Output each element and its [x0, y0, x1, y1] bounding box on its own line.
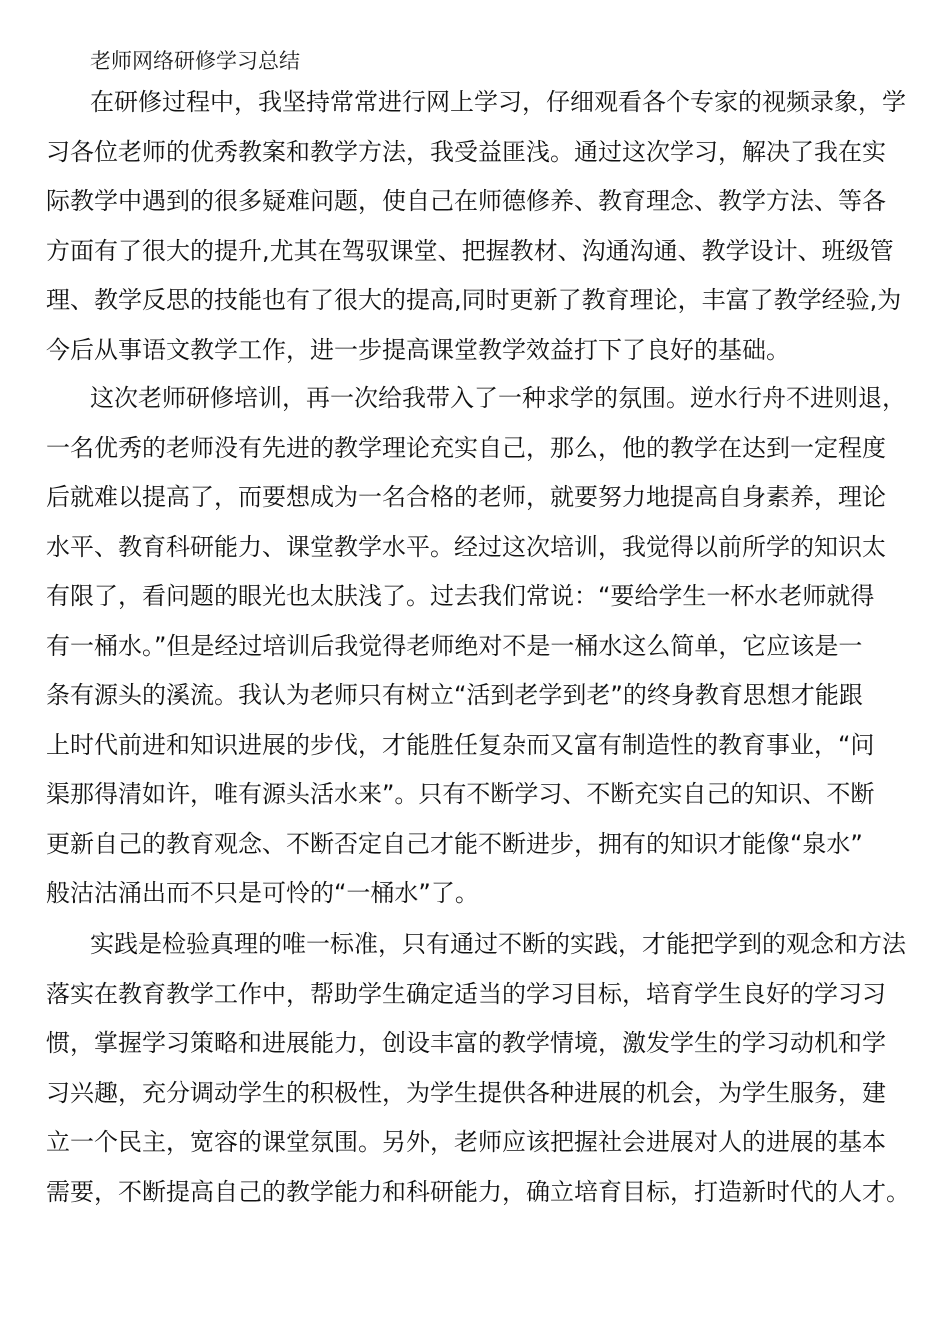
document-title: 老师网络研修学习总结: [90, 49, 300, 73]
paragraph-2: [46, 374, 904, 919]
paragraph-line: 际教学中遇到的很多疑难问题，使自己在师德修养、教育理念、教学方法、等各: [46, 187, 886, 215]
paragraph-line: 需要，不断提高自己的教学能力和科研能力，确立培育目标，打造新时代的人才。: [46, 1177, 910, 1206]
paragraph-line: 实践是检验真理的唯一标准，只有通过不断的实践，才能把学到的观念和方法: [90, 930, 906, 958]
paragraph-line: 一名优秀的老师没有先进的教学理论充实自己，那么，他的教学在达到一定程度: [46, 433, 886, 462]
paragraph-line: 有限了，看问题的眼光也太肤浅了。过去我们常说：“要给学生一杯水老师就得: [46, 582, 875, 610]
paragraph-line: 惯，掌握学习策略和进展能力，创设丰富的教学情境，激发学生的学习动机和学: [46, 1029, 886, 1057]
paragraph-line: 方面有了很大的提升,尤其在驾驭课堂、把握教材、沟通沟通、教学设计、班级管: [46, 236, 894, 265]
paragraph-line: 今后从事语文教学工作，进一步提高课堂教学效益打下了良好的基础。: [46, 335, 790, 364]
paragraph-line: 渠那得清如许，唯有源头活水来”。只有不断学习、不断充实自己的知识、不断: [46, 780, 875, 808]
paragraph-line: 立一个民主，宽容的课堂氛围。另外，老师应该把握社会进展对人的进展的基本: [46, 1128, 886, 1156]
paragraph-line: 在研修过程中，我坚持常常进行网上学习，仔细观看各个专家的视频录象，学: [90, 88, 906, 116]
paragraph-line: 上时代前进和知识进展的步伐，才能胜任复杂而又富有制造性的教育事业，“问: [46, 730, 875, 759]
paragraph-3: [46, 920, 910, 1217]
paragraph-line: 后就难以提高了，而要想成为一名合格的老师，就要努力地提高自身素养，理论: [46, 483, 886, 511]
paragraph-1: [46, 78, 904, 375]
paragraph-line: 这次老师研修培训，再一次给我带入了一种求学的氛围。逆水行舟不进则退，: [90, 384, 906, 412]
paragraph-line: 般沽沽涌出而不只是可怜的“一桶水”了。: [46, 879, 479, 907]
paragraph-line: 习兴趣，充分调动学生的积极性，为学生提供各种进展的机会，为学生服务，建: [46, 1078, 886, 1107]
paragraph-line: 落实在教育教学工作中，帮助学生确定适当的学习目标，培育学生良好的学习习: [46, 979, 886, 1008]
paragraph-line: 更新自己的教育观念、不断否定自己才能不断进步，拥有的知识才能像“泉水”: [46, 829, 863, 858]
paragraph-line: 理、教学反思的技能也有了很大的提高,同时更新了教育理论，丰富了教学经验,为: [46, 286, 902, 314]
paragraph-line: 有一桶水。”但是经过培训后我觉得老师绝对不是一桶水这么简单，它应该是一: [46, 631, 863, 660]
paragraph-line: 条有源头的溪流。我认为老师只有树立“活到老学到老”的终身教育思想才能跟: [46, 681, 863, 709]
paragraph-line: 习各位老师的优秀教案和教学方法，我受益匪浅。通过这次学习，解决了我在实: [46, 137, 886, 166]
paragraph-line: 水平、教育科研能力、课堂教学水平。经过这次培训，我觉得以前所学的知识太: [46, 532, 886, 561]
